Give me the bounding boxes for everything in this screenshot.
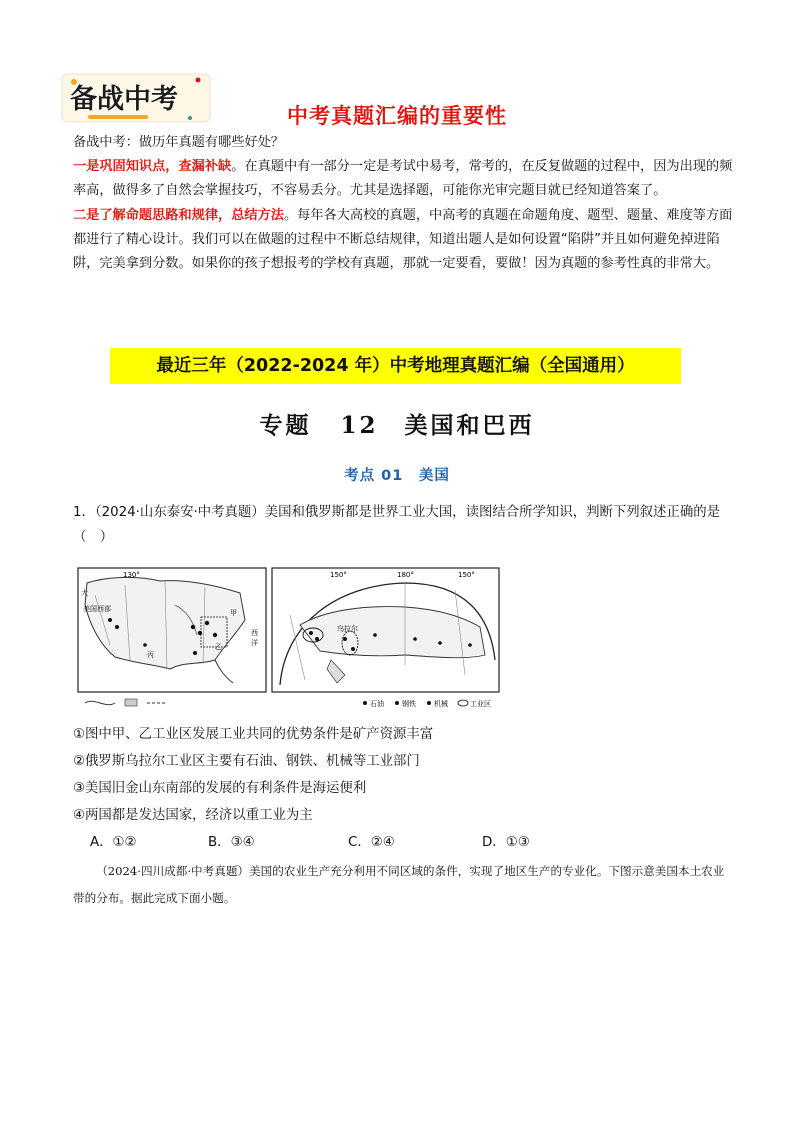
maps-legend	[78, 696, 499, 710]
question-1-statements	[73, 721, 733, 829]
map-right-label-4: 乌拉尔	[337, 625, 358, 633]
russia-map	[272, 568, 499, 692]
section-heading: 考点 01 美国	[344, 468, 450, 484]
map-left-label-1: 130°	[123, 571, 140, 579]
statement-2: ②俄罗斯乌拉尔工业区主要有石油、钢铁、机械等工业部门	[73, 754, 420, 769]
map-right-label-3: 150°	[458, 571, 475, 579]
choice-d[interactable]: D．①③	[482, 835, 530, 850]
statement-3: ③美国旧金山东南部的发展的有利条件是海运便利	[73, 781, 367, 796]
point2-heading: 二是了解命题思路和规律，总结方法	[73, 207, 284, 223]
map-right-label-1: 150°	[330, 571, 347, 579]
intro-point-1	[73, 155, 733, 203]
choice-c[interactable]: C．②④	[348, 835, 395, 850]
compilation-banner: 最近三年（2022-2024 年）中考地理真题汇编（全国通用）	[110, 348, 681, 384]
page-title: 中考真题汇编的重要性	[287, 104, 507, 128]
topic-title: 专题 12 美国和巴西	[259, 412, 535, 439]
statement-1: ①图中甲、乙工业区发展工业共同的优势条件是矿产资源丰富	[73, 727, 434, 742]
choice-a[interactable]: A．①②	[90, 835, 137, 850]
logo-text: 备战中考	[70, 84, 178, 115]
usa-map	[78, 568, 266, 692]
point1-body: 。在真题中有一部分一定是考试中易考，常考的，在反复做题的过程中，因为出现的频率高，做得多了自然会掌握技巧，不容易丢分。尤其是选择题，可能你光审完题目就已经知道答案了。	[73, 159, 733, 199]
map-left-label-7: 西	[251, 629, 258, 637]
point1-heading: 一是巩固知识点，查漏补缺	[73, 159, 232, 175]
choice-b[interactable]: B．③④	[208, 835, 255, 850]
question-2-intro: （2024·四川成都·中考真题）美国的农业生产充分利用不同区域的条件，实现了地区生产的专业化。下图示意美国本土农业带的分布。据此完成下面小题。	[73, 864, 725, 905]
maps-figure	[75, 565, 502, 712]
map-left-label-3: 美国西部	[83, 605, 111, 613]
question-1-stem-block	[73, 500, 733, 550]
intro-point-2	[73, 204, 733, 277]
question-1-stem: 1．（2024·山东泰安·中考真题）美国和俄罗斯都是世界工业大国，读图结合所学知识，判断下列叙述正确的是（ ）	[73, 505, 720, 545]
point2-body: 。每年各大高校的真题，中高考的真题在命题角度、题型、题量、难度等方面都进行了精心设计。我们可以在做题的过程中不断总结规律，知道出题人是如何设置“陷阱”并且如何避免掉进陷阱，完美拿到分数。如果你的孩子想报考的学校有真题，那就一定要看，要做！因为真题的参考性真的非常大。	[73, 207, 733, 272]
map-left-label-8: 洋	[251, 639, 258, 647]
intro-question: 备战中考：做历年真题有哪些好处？	[73, 135, 284, 150]
map-left-label-4: 甲	[230, 609, 237, 617]
intro-section	[73, 131, 733, 276]
map-left-label-5: 乙	[215, 643, 222, 651]
legend-item-3: 机械	[434, 700, 448, 708]
question-1-maps	[75, 565, 502, 712]
statement-4: ④两国都是发达国家，经济以重工业为主	[73, 808, 313, 823]
map-right-label-2: 180°	[397, 571, 414, 579]
legend-item-4: 工业区	[470, 700, 491, 708]
map-left-label-6: 丙	[147, 651, 154, 659]
legend-item-2: 钢铁	[402, 700, 416, 708]
map-left-label-2: 大	[81, 589, 88, 597]
question-2-intro-block	[73, 858, 733, 912]
legend-item-1: 石油	[370, 700, 384, 708]
